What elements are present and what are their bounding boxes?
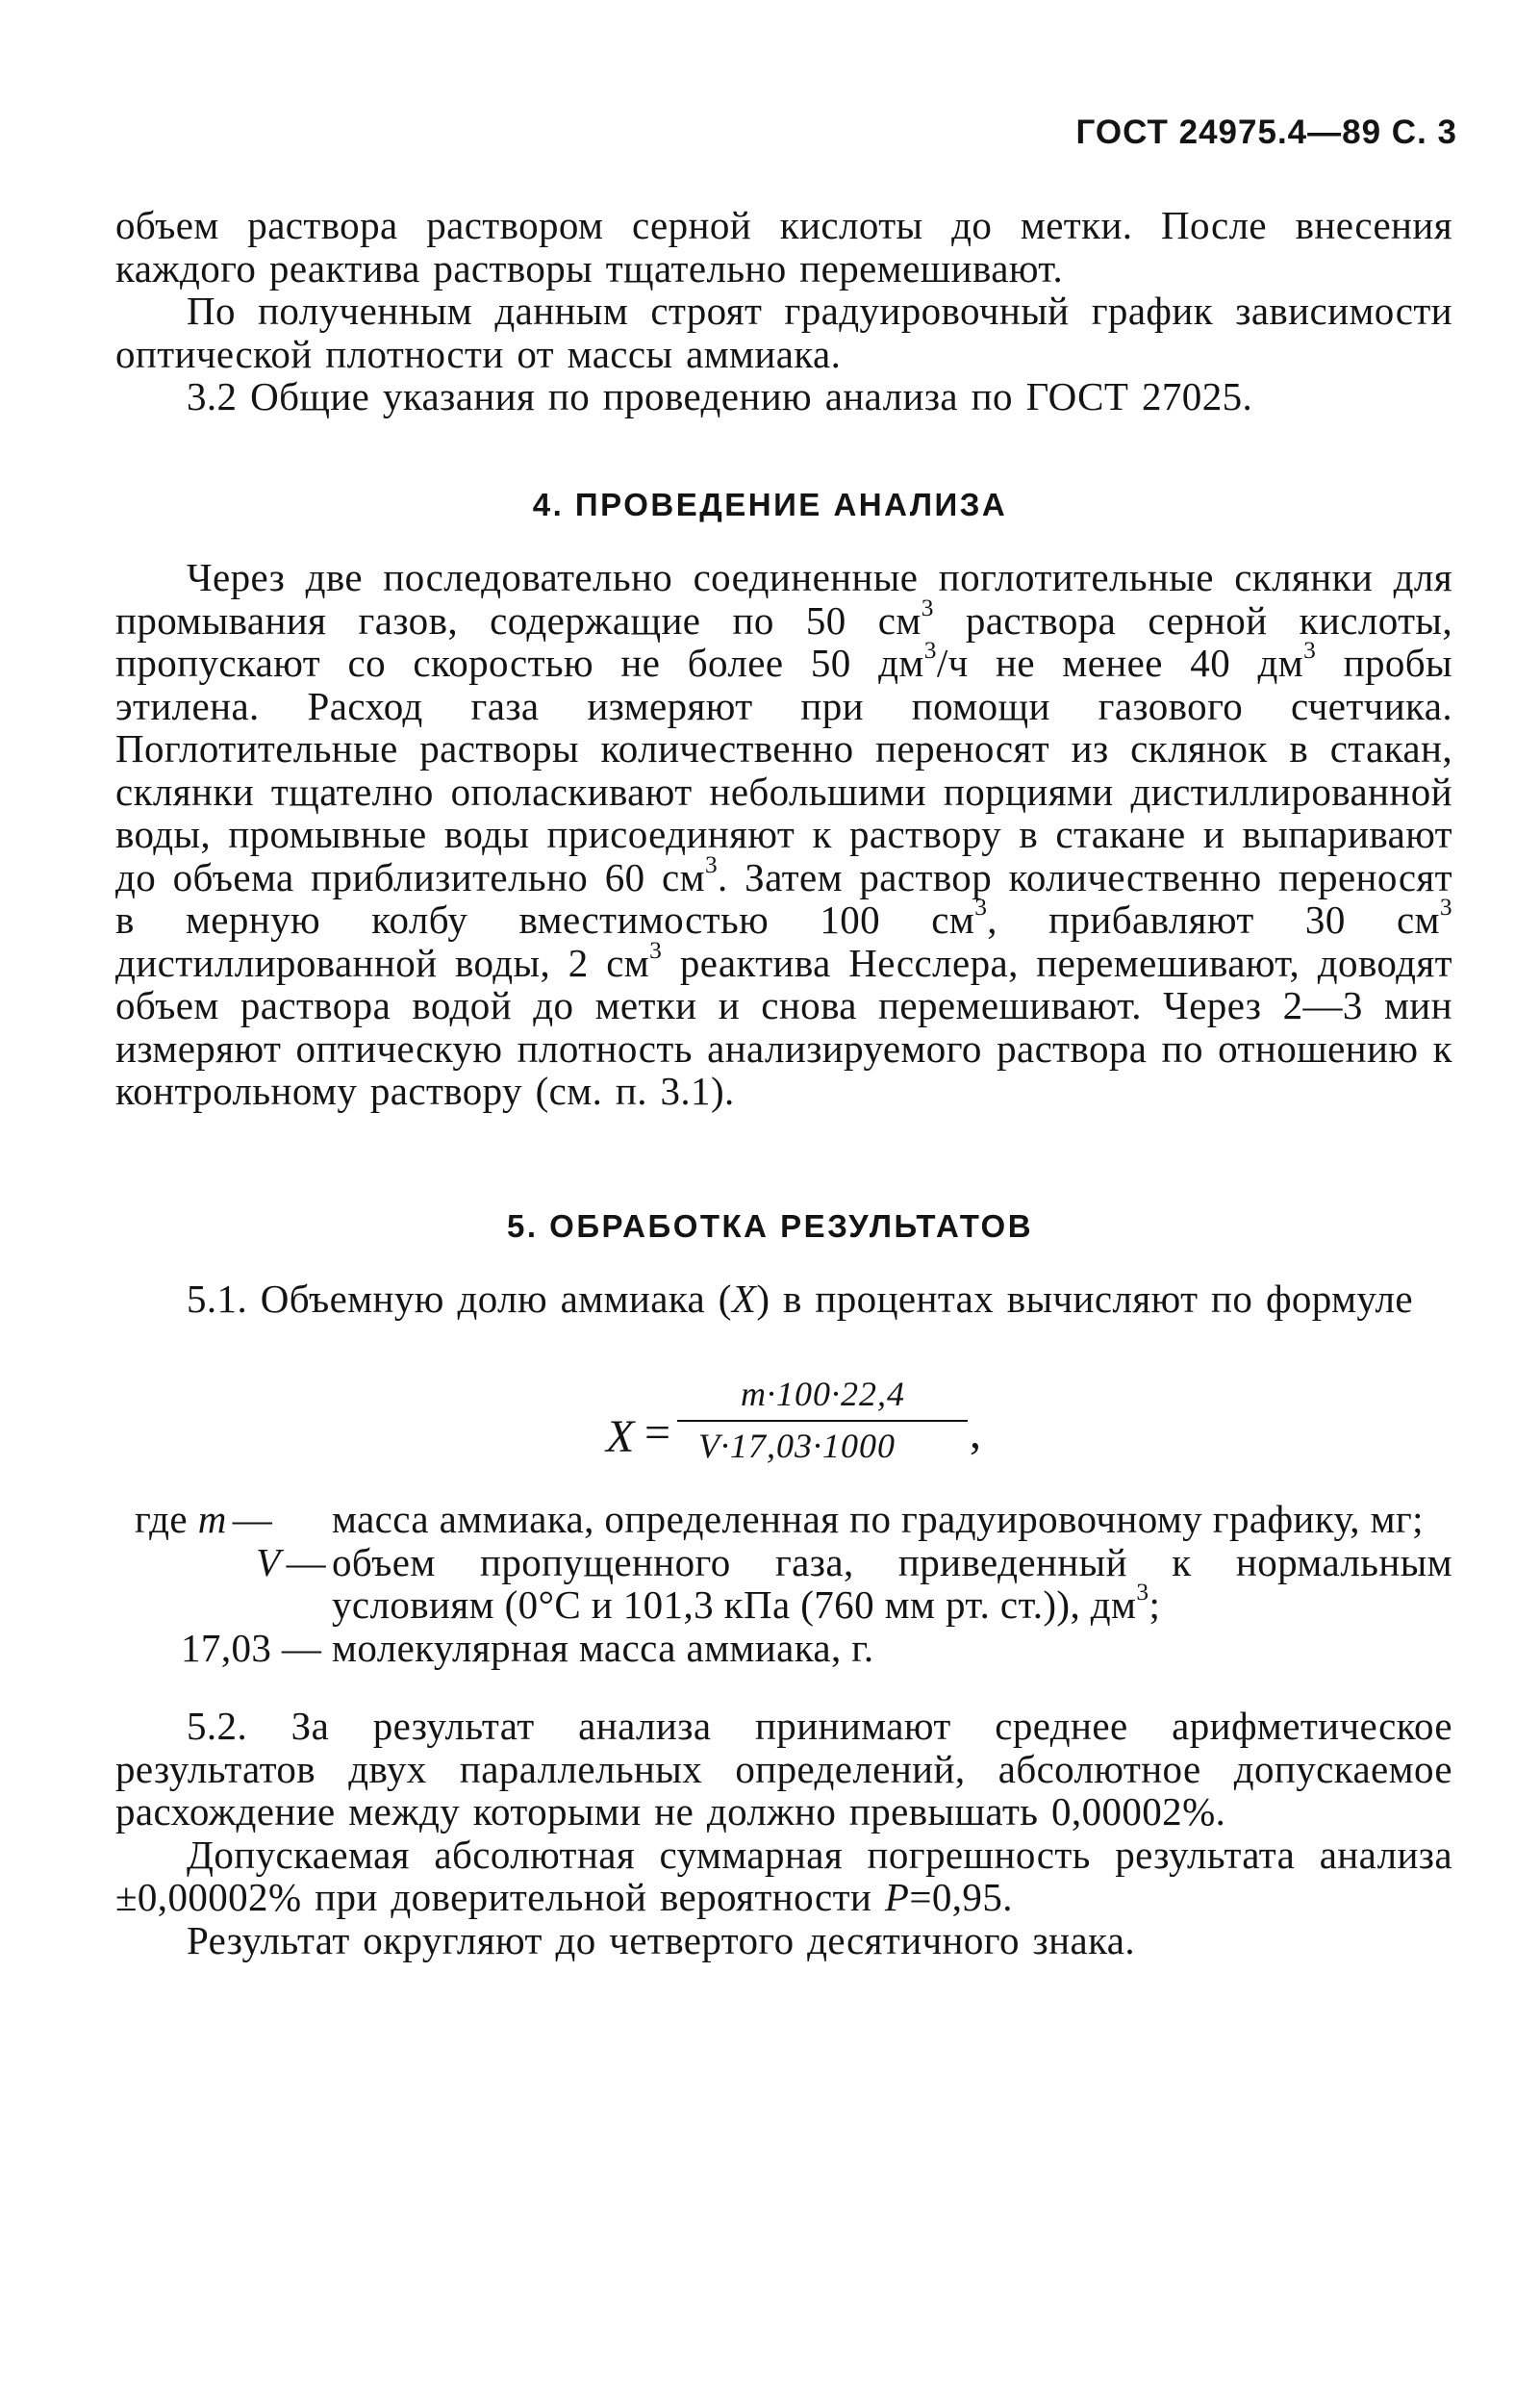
paragraph-procedure: Через две последовательно соединенные поглотительные склянки для промывания газов, содержащие по 50 $см^3$ раствора серной кислоты, пропускают со скоростью не более 50 $дм^3/ч$ не менее 40 $дм^3$ пробы этилена. Расход газа измеряют при помощи газового счетчика. Поглотительные растворы количественно переносят из склянок в стакан, склянки тщателно ополаскивают небольшими порциями дистиллированной воды, промывные воды присоединяют к раствору в стакане и выпаривают до объема приблизительно 60 $см^3$. Затем раствор количественно переносят в мерную колбу вместимостью 100 $см^3$, прибавляют 30 $см^3$ дистиллированной воды, 2 $см^3$ реактива Несслера, перемешивают, доводят объем раствора водой до метки и снова перемешивают. Через 2—3 мин измеряют оптическую плотность анализируемого раствора по отношению к контрольному раствору (см. п. 3.1). — [115, 555, 1453, 1113]
definition-v — [135, 1541, 1452, 1627]
definition-molar-mass — [135, 1627, 1452, 1670]
paragraph-error: Допускаемая абсолютная суммарная погрешность результата анализа ±0,00002% при доверительной вероятности P=0,95. — [115, 1832, 1452, 1919]
definition-dash: — — [271, 1625, 322, 1670]
definition-text: масса аммиака, определенная по градуировочному графику, мг; — [332, 1497, 1424, 1541]
formula-x — [606, 1374, 991, 1489]
paragraph-graph: По полученным данным строят градуировочный график зависимости оптической плотности от массы аммиака. — [115, 289, 1452, 376]
paragraph-rounding: Результат округляют до четвертого десятичного знака. — [187, 1917, 1136, 1962]
formula-denominator: V·17,03·1000 — [698, 1427, 896, 1465]
formula-lhs: X — [606, 1411, 635, 1462]
section-3-text — [115, 204, 1452, 418]
paragraph-3-2: 3.2 Общие указания по проведению анализа по ГОСТ 27025. — [187, 374, 1253, 418]
definition-text: молекулярная масса аммиака, г. — [332, 1625, 874, 1670]
definition-term: V — [256, 1539, 281, 1584]
section-4-text — [115, 556, 1452, 1113]
formula-definitions — [135, 1498, 1452, 1669]
formula-comma: , — [970, 1407, 981, 1458]
section-5-heading: 5. ОБРАБОТКА РЕЗУЛЬТАТОВ — [506, 1208, 1034, 1244]
fraction-bar — [677, 1420, 968, 1422]
definition-dash: — — [232, 1497, 273, 1541]
definition-term: 17,03 — [181, 1625, 272, 1670]
definition-dash: — — [286, 1539, 326, 1584]
definition-term: m — [197, 1497, 227, 1541]
paragraph-5-1: 5.1. Объемную долю аммиака (X) в процентах вычисляют по формуле — [187, 1277, 1413, 1321]
definition-m — [135, 1498, 1452, 1541]
formula-equals: = — [644, 1407, 671, 1458]
section-5-intro — [115, 1277, 1452, 1321]
formula-numerator: m·100·22,4 — [741, 1375, 905, 1413]
section-5-rest — [115, 1705, 1452, 1961]
section-4-heading: 4. ПРОВЕДЕНИЕ АНАЛИЗА — [532, 487, 1008, 522]
paragraph-continuation: объем раствора раствором серной кислоты до метки. После внесения каждого реактива растворы тщательно перемешивают. — [115, 203, 1452, 291]
definition-lead: где — [135, 1497, 198, 1541]
paragraph-5-2: 5.2. За результат анализа принимают среднее арифметическое результатов двух параллельных определений, абсолютное допускаемое расхождение между которыми не должно превышать 0,00002%. — [115, 1704, 1452, 1834]
definition-text: объем пропущенного газа, приведенный к нормальным условиям (0°С и 101,3 кПа (760 мм рт. ст.)), $дм^3$; — [332, 1539, 1452, 1627]
running-header: ГОСТ 24975.4—89 С. 3 — [1075, 114, 1457, 151]
